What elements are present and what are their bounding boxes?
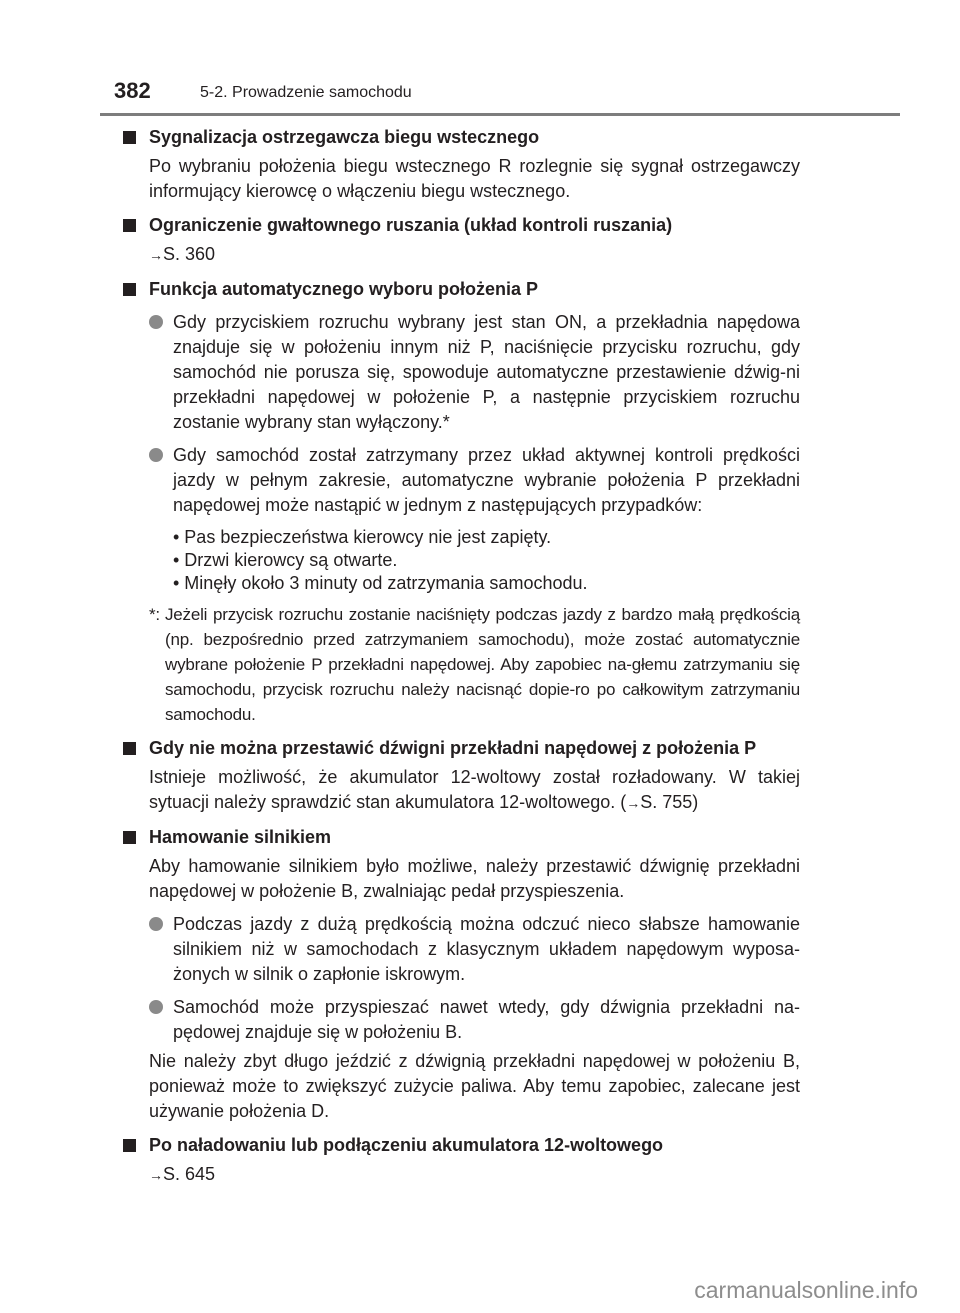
arrow-right-icon: → <box>149 247 163 263</box>
section-title: Funkcja automatycznego wyboru położenia P <box>123 277 800 302</box>
sub-list-item: • Drzwi kierowcy są otwarte. <box>173 550 398 570</box>
page-reference[interactable]: →S. 360 <box>149 244 216 264</box>
circle-bullet-icon <box>149 315 163 329</box>
section-title: Ograniczenie gwałtownego ruszania (układ kontroli ruszania) <box>123 213 800 238</box>
square-bullet-icon <box>123 831 136 844</box>
square-bullet-icon <box>123 1139 136 1152</box>
section-title: Hamowanie silnikiem <box>123 825 800 850</box>
square-bullet-icon <box>123 283 136 296</box>
square-bullet-icon <box>123 742 136 755</box>
chapter-title: 5-2. Prowadzenie samochodu <box>200 84 412 101</box>
circle-bullet-icon <box>149 1000 163 1014</box>
paragraph: Nie należy zbyt długo jeździć z dźwignią przekładni napędowej w położeniu B, ponieważ może to zwiększyć zużycie paliwa. Aby temu zapobiec, zalecane jest używanie położenia D. <box>149 1051 800 1121</box>
paragraph: Istnieje możliwość, że akumulator 12-woltowy został rozładowany. W takiej sytuacji należy sprawdzić stan akumulatora 12-woltowego. (→S. 755) <box>149 767 800 812</box>
square-bullet-icon <box>123 219 136 232</box>
section-title: Sygnalizacja ostrzegawcza biegu wstecznego <box>123 125 800 150</box>
page-content <box>123 125 800 1188</box>
circle-bullet-icon <box>149 448 163 462</box>
arrow-right-icon: → <box>149 1167 163 1183</box>
paragraph: Po wybraniu położenia biegu wstecznego R rozlegnie się sygnał ostrzegawczy informujący kierowcę o włączeniu biegu wstecznego. <box>149 156 800 201</box>
list-item: Gdy przyciskiem rozruchu wybrany jest stan ON, a przekładnia napędowa znajduje się w położeniu innym niż P, naciśnięcie przycisku rozruchu, gdy samochód nie porusza się, spowoduje automatyczne przestawienie dźwig-ni przekładni napędowej w położenie P, a następnie przyciskiem rozruchu zostanie wybrany stan wyłączony.* <box>123 310 800 435</box>
footnote: *: Jeżeli przycisk rozruchu zostanie naciśnięty podczas jazdy z bardzo małą prędkością (np. bezpośrednio przed zatrzymaniem samochodu), może zostać automatycznie wybrane położenie P przekładni napędowej. Aby zapobiec na-głemu zatrzymaniu się samochodu, przycisk rozruchu należy nacisnąć dopie-ro po całkowitym zatrzymaniu samochodu. <box>123 602 800 727</box>
header-rule <box>100 113 900 116</box>
list-item: Podczas jazdy z dużą prędkością można odczuć nieco słabsze hamowanie silnikiem niż w samochodach z klasycznym układem napędowym wyposa-żonych w silnik o zapłonie iskrowym. <box>123 912 800 987</box>
footnote-mark: *: <box>149 605 160 624</box>
sub-list-item: • Pas bezpieczeństwa kierowcy nie jest zapięty. <box>173 527 552 547</box>
arrow-right-icon: → <box>626 795 641 811</box>
circle-bullet-icon <box>149 917 163 931</box>
section-title: Gdy nie można przestawić dźwigni przekładni napędowej z położenia P <box>123 736 800 761</box>
section-title: Po naładowaniu lub podłączeniu akumulatora 12-woltowego <box>123 1133 800 1158</box>
square-bullet-icon <box>123 131 136 144</box>
list-item: Gdy samochód został zatrzymany przez układ aktywnej kontroli prędkości jazdy w pełnym zakresie, automatyczne wybranie położenia P przekładni napędowej może nastąpić w jednym z następujących przypadków: <box>123 443 800 518</box>
page-reference[interactable]: S. 755) <box>640 792 699 812</box>
watermark: carmanualsonline.info <box>694 1277 918 1303</box>
page-number: 382 <box>114 78 151 103</box>
sub-list <box>123 526 800 595</box>
list-item: Samochód może przyspieszać nawet wtedy, gdy dźwignia przekładni na-pędowej znajduje się w położeniu B. <box>123 995 800 1045</box>
paragraph: Aby hamowanie silnikiem było możliwe, należy przestawić dźwignię przekładni napędowej w położenie B, zwalniając pedał przyspieszenia. <box>149 856 800 901</box>
sub-list-item: • Minęły około 3 minuty od zatrzymania samochodu. <box>173 573 588 593</box>
page-reference[interactable]: →S. 645 <box>149 1164 216 1184</box>
